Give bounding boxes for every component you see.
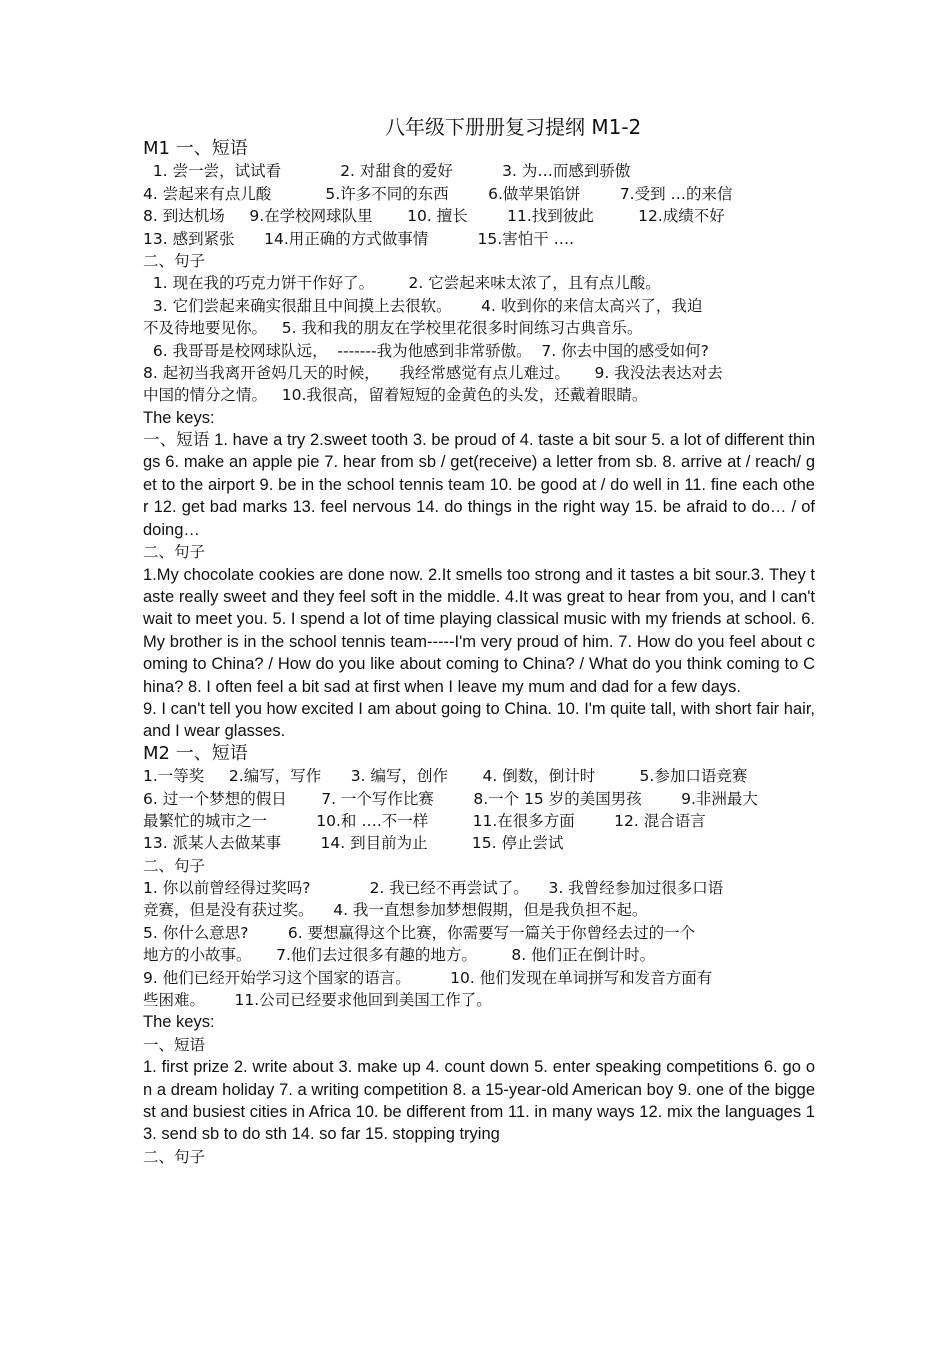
- m1-keys-sentences-2: 9. I can't tell you how excited I am about going to China. 10. I'm quite tall, with short fair hair, and I wear glasses.: [143, 699, 815, 741]
- m2-phrases: [143, 765, 815, 1056]
- text-line: 8. 起初当我离开爸妈几天的时候， 我经常感觉有点儿难过。 9. 我没法表达对去: [143, 363, 723, 382]
- m1-heading: M1 一、短语: [143, 138, 248, 159]
- text-line: 13. 感到紧张 14.用正确的方式做事情 15.害怕干 ….: [143, 229, 575, 248]
- text-line: 地方的小故事。 7.他们去过很多有趣的地方。 8. 他们正在倒计时。: [143, 946, 656, 965]
- text-line: 二、句子: [143, 251, 206, 270]
- document-body: [143, 138, 815, 1168]
- text-line: 13. 派某人去做某事 14. 到目前为止 15. 停止尝试: [143, 834, 564, 853]
- text-line: 4. 尝起来有点儿酸 5.许多不同的东西 6.做苹果馅饼 7.受到 …的来信: [143, 184, 733, 203]
- text-line: 中国的情分之情。 10.我很高，留着短短的金黄色的头发，还戴着眼睛。: [143, 386, 648, 405]
- text-line: 9. 他们已经开始学习这个国家的语言。 10. 他们发现在单词拼写和发音方面有: [143, 968, 713, 987]
- text-line: 3. 它们尝起来确实很甜且中间摸上去很软。 4. 收到你的来信太高兴了，我迫: [143, 296, 703, 315]
- document-title: 八年级下册册复习提纲 M1-2: [385, 115, 642, 139]
- text-line: 不及待地要见你。 5. 我和我的朋友在学校里花很多时间练习古典音乐。: [143, 319, 643, 338]
- text-line: 些困难。 11.公司已经要求他回到美国工作了。: [143, 991, 492, 1010]
- text-line: 1.一等奖 2.编写，写作 3. 编写，创作 4. 倒数，倒计时 5.参加口语竞赛: [143, 767, 748, 786]
- text-line: 5. 你什么意思? 6. 要想赢得这个比赛，你需要写一篇关于你曾经去过的一个: [143, 923, 696, 942]
- text-line: 二、句子: [143, 856, 206, 875]
- text-line: 1. 尝一尝，试试看 2. 对甜食的爱好 3. 为…而感到骄傲: [143, 162, 631, 181]
- m2-heading: M2 一、短语: [143, 742, 248, 764]
- text-line: 竞赛，但是没有获过奖。 4. 我一直想参加梦想假期，但是我负担不起。: [143, 901, 648, 920]
- m1-keys-phrases: 一、短语 1. have a try 2.sweet tooth 3. be proud of 4. taste a bit sour 5. a lot of different things 6. make an apple pie 7. hear from sb / get(receive) a letter from sb. 8. arrive at / reach/ get to the airport 9. be in the school tennis team 10. be good at / do well in 11. fine each other 12. get bad marks 13. feel nervous 14. do things in the right way 15. be afraid to do… / of doing…: [143, 431, 815, 539]
- m1-keys-sentences: 1.My chocolate cookies are done now. 2.It smells too strong and it tastes a bit sour.3. They taste really sweet and they feel soft in the middle. 4.It was great to hear from you, and I can't wait to meet you. 5. I spend a lot of time playing classical music with my friends at school. 6.My brother is in the school tennis team-----I'm very proud of him. 7. How do you feel about coming to China? / How do you like about coming to China? / What do you think coming to China? 8. I often feel a bit sad at first when I leave my mum and dad for a few days.: [143, 565, 815, 696]
- m2-keys-phrases: 1. first prize 2. write about 3. make up 4. count down 5. enter speaking competitions 6. go on a dream holiday 7. a writing competition 8. a 15-year-old American boy 9. one of the biggest and busiest cities in Africa 10. be different from 11. in many ways 12. mix the languages 13. send sb to do sth 14. so far 15. stopping trying: [143, 1058, 815, 1144]
- text-line: 6. 我哥哥是校网球队远， -------我为他感到非常骄傲。 7. 你去中国的感受如何?: [143, 341, 709, 360]
- text-line: 6. 过一个梦想的假日 7. 一个写作比赛 8.一个 15 岁的美国男孩 9.非洲最大: [143, 789, 758, 808]
- text-line: 最繁忙的城市之一 10.和 ….不一样 11.在很多方面 12. 混合语言: [143, 811, 706, 830]
- keys-heading: The keys:: [143, 1013, 215, 1032]
- text-line: 一、短语: [143, 1035, 206, 1054]
- keys-heading: The keys:: [143, 408, 215, 427]
- m1-phrases: [143, 160, 815, 429]
- m1-sentences-heading: 二、句子: [143, 543, 206, 562]
- m2-sentences-heading: 二、句子: [143, 1147, 206, 1166]
- text-line: 1. 现在我的巧克力饼干作好了。 2. 它尝起来味太浓了，且有点儿酸。: [143, 274, 661, 293]
- text-line: 8. 到达机场 9.在学校网球队里 10. 擅长 11.找到彼此 12.成绩不好: [143, 207, 725, 226]
- text-line: 1. 你以前曾经得过奖吗? 2. 我已经不再尝试了。 3. 我曾经参加过很多口语: [143, 879, 724, 898]
